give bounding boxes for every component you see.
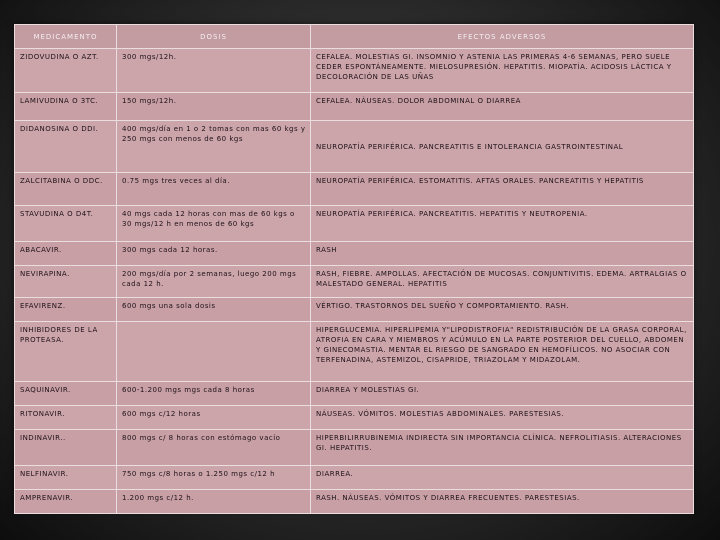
drug-cell: ZALCITABINA O DDC. bbox=[15, 173, 117, 206]
table-row bbox=[15, 266, 694, 298]
table-row bbox=[15, 206, 694, 242]
effects-cell: VÉRTIGO. TRASTORNOS DEL SUEÑO Y COMPORTAMIENTO. RASH. bbox=[311, 298, 694, 322]
effects-cell: RASH, FIEBRE. AMPOLLAS. AFECTACIÓN DE MUCOSAS. CONJUNTIVITIS. EDEMA. ARTRALGIAS O MALESTADO GENERAL. HEPATITIS bbox=[311, 266, 694, 298]
table-row bbox=[15, 406, 694, 430]
table-row bbox=[15, 466, 694, 490]
drug-cell: ZIDOVUDINA O AZT. bbox=[15, 49, 117, 93]
table-row bbox=[15, 382, 694, 406]
table-row bbox=[15, 298, 694, 322]
header-dosis: DOSIS bbox=[117, 25, 311, 49]
header-medicamento: MEDICAMENTO bbox=[15, 25, 117, 49]
drug-cell: EFAVIRENZ. bbox=[15, 298, 117, 322]
table-row bbox=[15, 430, 694, 466]
drug-cell: NEVIRAPINA. bbox=[15, 266, 117, 298]
table-row bbox=[15, 121, 694, 173]
effects-cell: HIPERGLUCEMIA. HIPERLIPEMIA Y"LIPODISTROFIA" REDISTRIBUCIÓN DE LA GRASA CORPORAL, ATROFIA EN CARA Y MIEMBROS Y ACÚMULO EN LA PARTE POSTERIOR DEL CUELLO, ABDOMEN Y GINECOMASTIA. MENTAR EL RIESGO DE SANGRADO EN HEMOFÍLICOS. NO ASOCIAR CON TERFENADINA, ASTEMIZOL, CISAPRIDE, TRIAZOLAM Y MIDAZOLAM. bbox=[311, 322, 694, 382]
dose-cell bbox=[117, 322, 311, 382]
header-row bbox=[15, 25, 694, 49]
dose-cell: 200 mgs/día por 2 semanas, luego 200 mgs cada 12 h. bbox=[117, 266, 311, 298]
dose-cell: 400 mgs/día en 1 o 2 tomas con mas 60 kgs y 250 mgs con menos de 60 kgs bbox=[117, 121, 311, 173]
dose-cell: 600-1.200 mgs mgs cada 8 horas bbox=[117, 382, 311, 406]
dose-cell: 750 mgs c/8 horas o 1.250 mgs c/12 h bbox=[117, 466, 311, 490]
drug-cell: INHIBIDORES DE LA PROTEASA. bbox=[15, 322, 117, 382]
effects-cell: CEFALEA. MOLESTIAS GI. INSOMNIO Y ASTENIA LAS PRIMERAS 4-6 SEMANAS, PERO SUELE CEDER ESPONTÁNEAMENTE. MIELOSUPRESIÓN. HEPATITIS. MIOPATÍA. ACIDOSIS LÁCTICA Y DECOLORACIÓN DE LAS UÑAS bbox=[311, 49, 694, 93]
effects-cell: NEUROPATÍA PERIFÉRICA. ESTOMATITIS. AFTAS ORALES. PANCREATITIS Y HEPATITIS bbox=[311, 173, 694, 206]
drug-cell: RITONAVIR. bbox=[15, 406, 117, 430]
effects-cell: HIPERBILIRRUBINEMIA INDIRECTA SIN IMPORTANCIA CLÍNICA. NEFROLITIASIS. ALTERACIONES GI. HEPATITIS. bbox=[311, 430, 694, 466]
effects-cell: NEUROPATÍA PERIFÉRICA. PANCREATITIS. HEPATITIS Y NEUTROPENIA. bbox=[311, 206, 694, 242]
table-row bbox=[15, 322, 694, 382]
drug-cell: INDINAVIR.. bbox=[15, 430, 117, 466]
drug-cell: ABACAVIR. bbox=[15, 242, 117, 266]
dose-cell: 600 mgs una sola dosis bbox=[117, 298, 311, 322]
dose-cell: 150 mgs/12h. bbox=[117, 93, 311, 121]
table-row bbox=[15, 49, 694, 93]
effects-cell: CEFALEA. NÁUSEAS. DOLOR ABDOMINAL O DIARREA bbox=[311, 93, 694, 121]
header-efectos: EFECTOS ADVERSOS bbox=[311, 25, 694, 49]
effects-cell: DIARREA. bbox=[311, 466, 694, 490]
dose-cell: 0.75 mgs tres veces al día. bbox=[117, 173, 311, 206]
table-row bbox=[15, 173, 694, 206]
dose-cell: 300 mgs cada 12 horas. bbox=[117, 242, 311, 266]
table-row bbox=[15, 93, 694, 121]
effects-cell: DIARREA Y MOLESTIAS GI. bbox=[311, 382, 694, 406]
drug-cell: LAMIVUDINA O 3TC. bbox=[15, 93, 117, 121]
drug-cell: AMPRENAVIR. bbox=[15, 490, 117, 514]
drug-cell: NELFINAVIR. bbox=[15, 466, 117, 490]
effects-cell: NÁUSEAS. VÓMITOS. MOLESTIAS ABDOMINALES. PARESTESIAS. bbox=[311, 406, 694, 430]
table-row bbox=[15, 242, 694, 266]
dose-cell: 800 mgs c/ 8 horas con estómago vacío bbox=[117, 430, 311, 466]
effects-cell: NEUROPATÍA PERIFÉRICA. PANCREATITIS E INTOLERANCIA GASTROINTESTINAL bbox=[311, 121, 694, 173]
dose-cell: 1.200 mgs c/12 h. bbox=[117, 490, 311, 514]
effects-cell: RASH. NÁUSEAS. VÓMITOS Y DIARREA FRECUENTES. PARESTESIAS. bbox=[311, 490, 694, 514]
dose-cell: 600 mgs c/12 horas bbox=[117, 406, 311, 430]
table-row bbox=[15, 490, 694, 514]
drug-cell: SAQUINAVIR. bbox=[15, 382, 117, 406]
dose-cell: 40 mgs cada 12 horas con mas de 60 kgs o 30 mgs/12 h en menos de 60 kgs bbox=[117, 206, 311, 242]
drug-cell: DIDANOSINA O DDI. bbox=[15, 121, 117, 173]
drug-cell: STAVUDINA O D4T. bbox=[15, 206, 117, 242]
effects-cell: RASH bbox=[311, 242, 694, 266]
drug-table bbox=[14, 24, 694, 514]
dose-cell: 300 mgs/12h. bbox=[117, 49, 311, 93]
